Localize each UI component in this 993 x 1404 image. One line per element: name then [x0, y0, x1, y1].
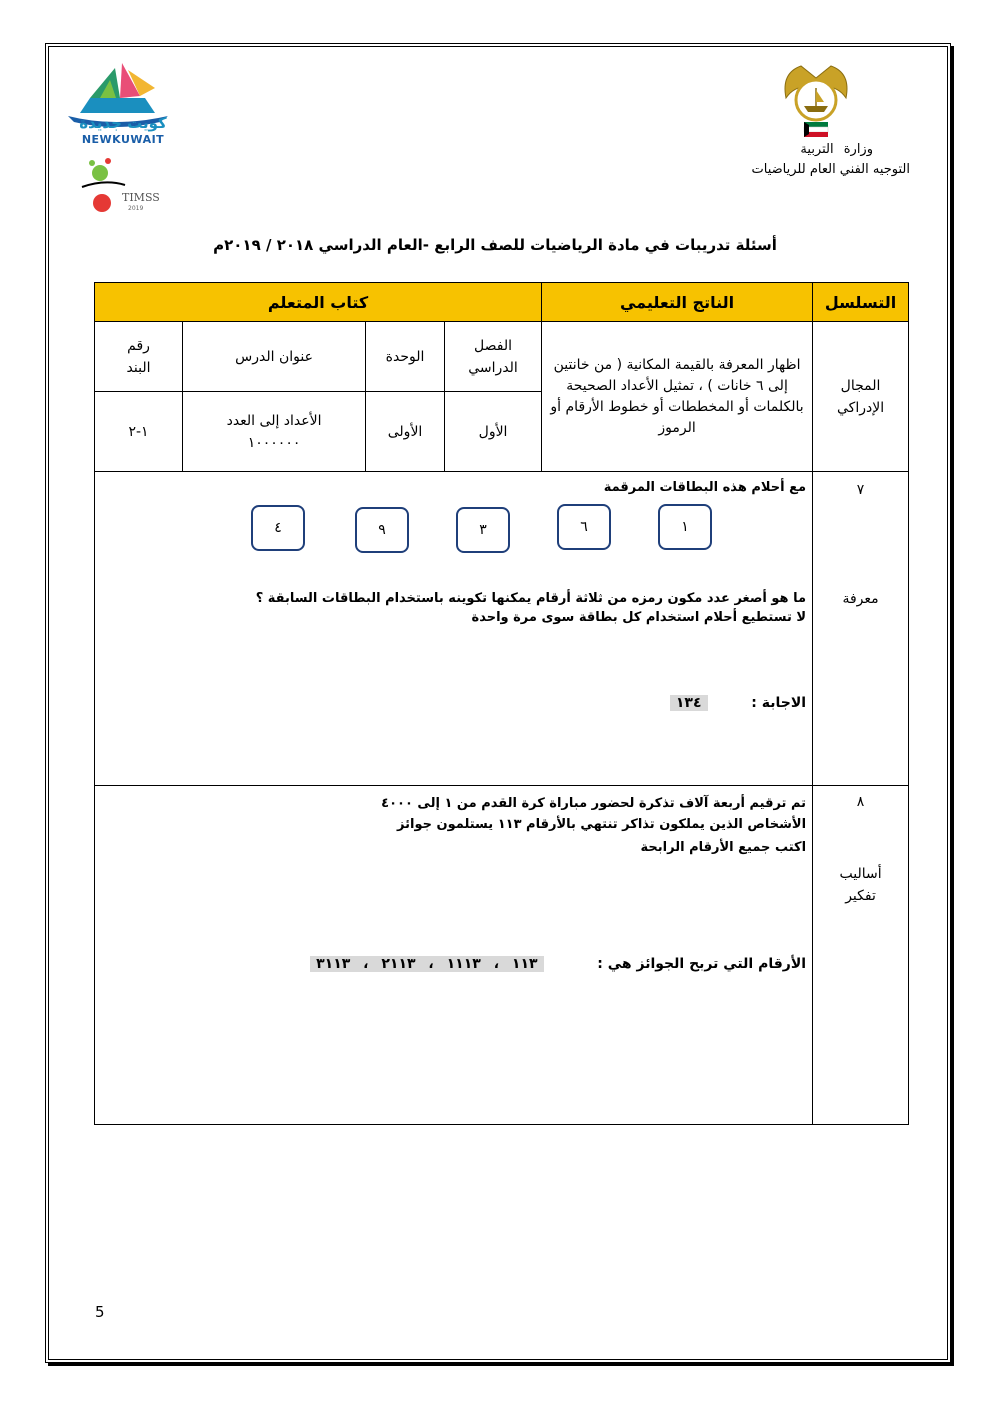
q7-type: معرفة: [842, 591, 879, 607]
semester-header: الفصل الدراسي: [445, 322, 542, 392]
lesson-title-header: عنوان الدرس: [183, 322, 366, 392]
unit-header: الوحدة: [366, 322, 445, 392]
timss-year: 2019: [128, 205, 144, 212]
kuwait-emblem: [776, 58, 856, 143]
q7-question-line1: ما هو أصغر عدد مكون رمزه من ثلاثة أرقام يمكنها تكوينه باستخدام البطاقات السابقة ؟: [255, 591, 807, 606]
outcome-header: الناتج التعليمي: [542, 283, 813, 322]
timss-text: TIMSS: [122, 191, 160, 204]
learner-book-header: كتاب المتعلم: [95, 283, 542, 322]
new-kuwait-english-text: NEWKUWAIT: [81, 133, 165, 146]
q7-answer-row: [670, 695, 806, 711]
q8-type: أساليب تفكير: [839, 866, 882, 904]
q8-side: [813, 786, 909, 1125]
cognitive-domain: المجال الإدراكي: [813, 322, 909, 472]
new-kuwait-arabic-text: كويت جديدة: [79, 114, 167, 132]
number-card: ٩: [355, 507, 409, 553]
q7-number: ٧: [856, 482, 865, 498]
q8-line1: تم ترقيم أربعة آلاف تذكرة لحضور مباراة كرة القدم من ١ إلى ٤٠٠٠: [381, 796, 807, 811]
semester-value: الأول: [445, 392, 542, 472]
number-card: ٤: [251, 505, 305, 551]
q7-answer-label: الاجابة :: [751, 695, 807, 711]
learning-outcome: اظهار المعرفة بالقيمة المكانية ( من خانتين إلى ٦ خانات ) ، تمثيل الأعداد الصحيحة بالكلمات أو المخططات أو خطوط الأرقام أو الرموز: [542, 322, 813, 472]
item-number-value: ١-٢: [95, 392, 183, 472]
q8-answer-label: الأرقام التي تربح الجوائز هي :: [597, 956, 807, 972]
q7-intro: مع أحلام هذه البطاقات المرقمة: [603, 480, 807, 495]
page-title: أسئلة تدريبات في مادة الرياضيات للصف الرابع -العام الدراسي ٢٠١٨ / ٢٠١٩م: [213, 236, 777, 254]
q8-body: [95, 786, 813, 1125]
q8-answer-value: ١١٣ ، ١١١٣ ، ٢١١٣ ، ٣١١٣: [310, 956, 543, 972]
q8-line3: اكتب جميع الأرقام الرابحة: [640, 840, 807, 855]
number-card: ٦: [557, 504, 611, 550]
number-card: ٣: [456, 507, 510, 553]
q8-number: ٨: [856, 794, 865, 810]
q8-line2: الأشخاص الذين يملكون تذاكر تنتهي بالأرقام ١١٣ يستلمون جوائز: [397, 817, 807, 832]
q7-question-line2: لا تستطيع أحلام استخدام كل بطاقة سوى مرة واحدة: [471, 610, 807, 625]
q7-body: [95, 472, 813, 786]
sequence-header: التسلسل: [813, 283, 909, 322]
q7-side: [813, 472, 909, 786]
q8-answer-row: [310, 956, 806, 972]
item-number-header: رقم البند: [95, 322, 183, 392]
page-number: 5: [95, 1303, 105, 1321]
number-card: ١: [658, 504, 712, 550]
ministry-name: وزارة التربية: [800, 142, 873, 157]
questions-table: [94, 282, 909, 1125]
department-name: التوجيه الفني العام للرياضيات: [751, 162, 910, 177]
q7-answer-value: ١٣٤: [670, 695, 708, 711]
lesson-title-value: الأعداد إلى العدد ١٠٠٠٠٠٠: [183, 392, 366, 472]
unit-value: الأولى: [366, 392, 445, 472]
